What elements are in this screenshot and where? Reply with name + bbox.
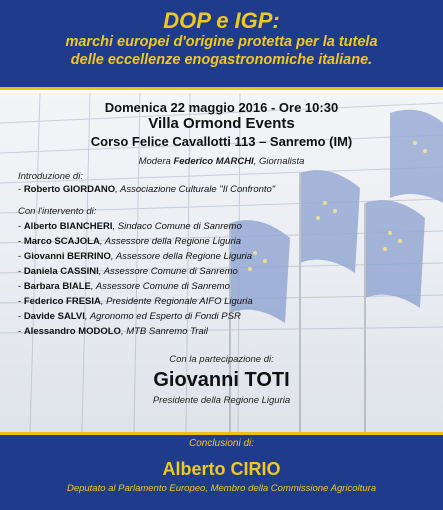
participation-heading: Con la partecipazione di: — [169, 354, 274, 365]
poster-subtitle-line1: marchi europei d'origine protetta per la tutela — [65, 34, 378, 50]
speaker-role: , Assessore della Regione Liguria — [99, 236, 242, 247]
header-banner — [0, 0, 443, 90]
footer-banner — [0, 432, 443, 510]
speaker-item: - Davide SALVI, Agronomo ed Esperto di Fondi PSR — [18, 311, 241, 322]
moderator-name: Federico MARCHI — [173, 156, 254, 167]
event-address: Corso Felice Cavallotti 113 – Sanremo (IM) — [90, 134, 353, 149]
speaker-role: , Agronomo ed Esperto di Fondi PSR — [84, 311, 241, 322]
speaker-name: Federico FRESIA — [23, 296, 101, 307]
speaker-name: Alberto BIANCHERI — [23, 221, 113, 232]
conclusions-role: Deputato al Parlamento Europeo, Membro della Commissione Agricoltura — [66, 483, 377, 494]
speaker-role: , Sindaco Comune di Sanremo — [112, 221, 242, 232]
conclusions-heading: Conclusioni di: — [188, 438, 255, 449]
moderator-line — [0, 156, 443, 167]
guest-name: Giovanni TOTI — [153, 369, 290, 391]
speaker-name: Barbara BIALE — [23, 281, 91, 292]
speaker-item: - Alberto BIANCHERI, Sindaco Comune di Sanremo — [18, 221, 242, 232]
event-venue: Villa Ormond Events — [148, 115, 295, 132]
poster-title: DOP e IGP: — [163, 8, 280, 33]
event-date: Domenica 22 maggio 2016 - Ore 10:30 — [104, 100, 339, 115]
speaker-role: , Assessore Comune di Sanremo — [98, 266, 238, 277]
introduction-name: Roberto GIORDANO — [23, 184, 116, 195]
conclusions-name: Alberto CIRIO — [162, 459, 281, 479]
speaker-role: , MTB Sanremo Trail — [120, 326, 208, 337]
speakers-heading: Con l'intervento di: — [18, 206, 97, 217]
speaker-role: , Assessore della Regione Liguria — [110, 251, 253, 262]
speaker-name: Marco SCAJOLA — [23, 236, 100, 247]
speaker-item: - Federico FRESIA, Presidente Regionale AIFO Liguria — [18, 296, 253, 307]
speaker-name: Alessandro MODOLO — [23, 326, 121, 337]
speaker-item: - Giovanni BERRINO, Assessore della Regione Liguria — [18, 251, 253, 262]
introduction-item: - Roberto GIORDANO, Associazione Culturale "Il Confronto" — [18, 184, 276, 195]
introduction-role: , Associazione Culturale "Il Confronto" — [115, 184, 276, 195]
poster-subtitle-line2: delle eccellenze enogastronomiche italiane. — [70, 52, 373, 68]
speaker-role: , Presidente Regionale AIFO Liguria — [100, 296, 253, 307]
speaker-item: - Alessandro MODOLO, MTB Sanremo Trail — [18, 326, 208, 337]
moderator-role: , Giornalista — [253, 156, 305, 167]
speaker-role: , Assessore Comune di Sanremo — [90, 281, 230, 292]
speaker-name: Daniela CASSINI — [23, 266, 99, 277]
introduction-heading: Introduzione di: — [18, 171, 83, 182]
guest-role: Presidente della Regione Liguria — [152, 395, 291, 406]
speaker-item: - Daniela CASSINI, Assessore Comune di Sanremo — [18, 266, 238, 277]
moderator-prefix: Modera — [138, 156, 171, 167]
speaker-item: - Barbara BIALE, Assessore Comune di Sanremo — [18, 281, 230, 292]
speaker-name: Giovanni BERRINO — [23, 251, 111, 262]
speaker-name: Davide SALVI — [23, 311, 85, 322]
speaker-item: - Marco SCAJOLA, Assessore della Regione Liguria — [18, 236, 242, 247]
